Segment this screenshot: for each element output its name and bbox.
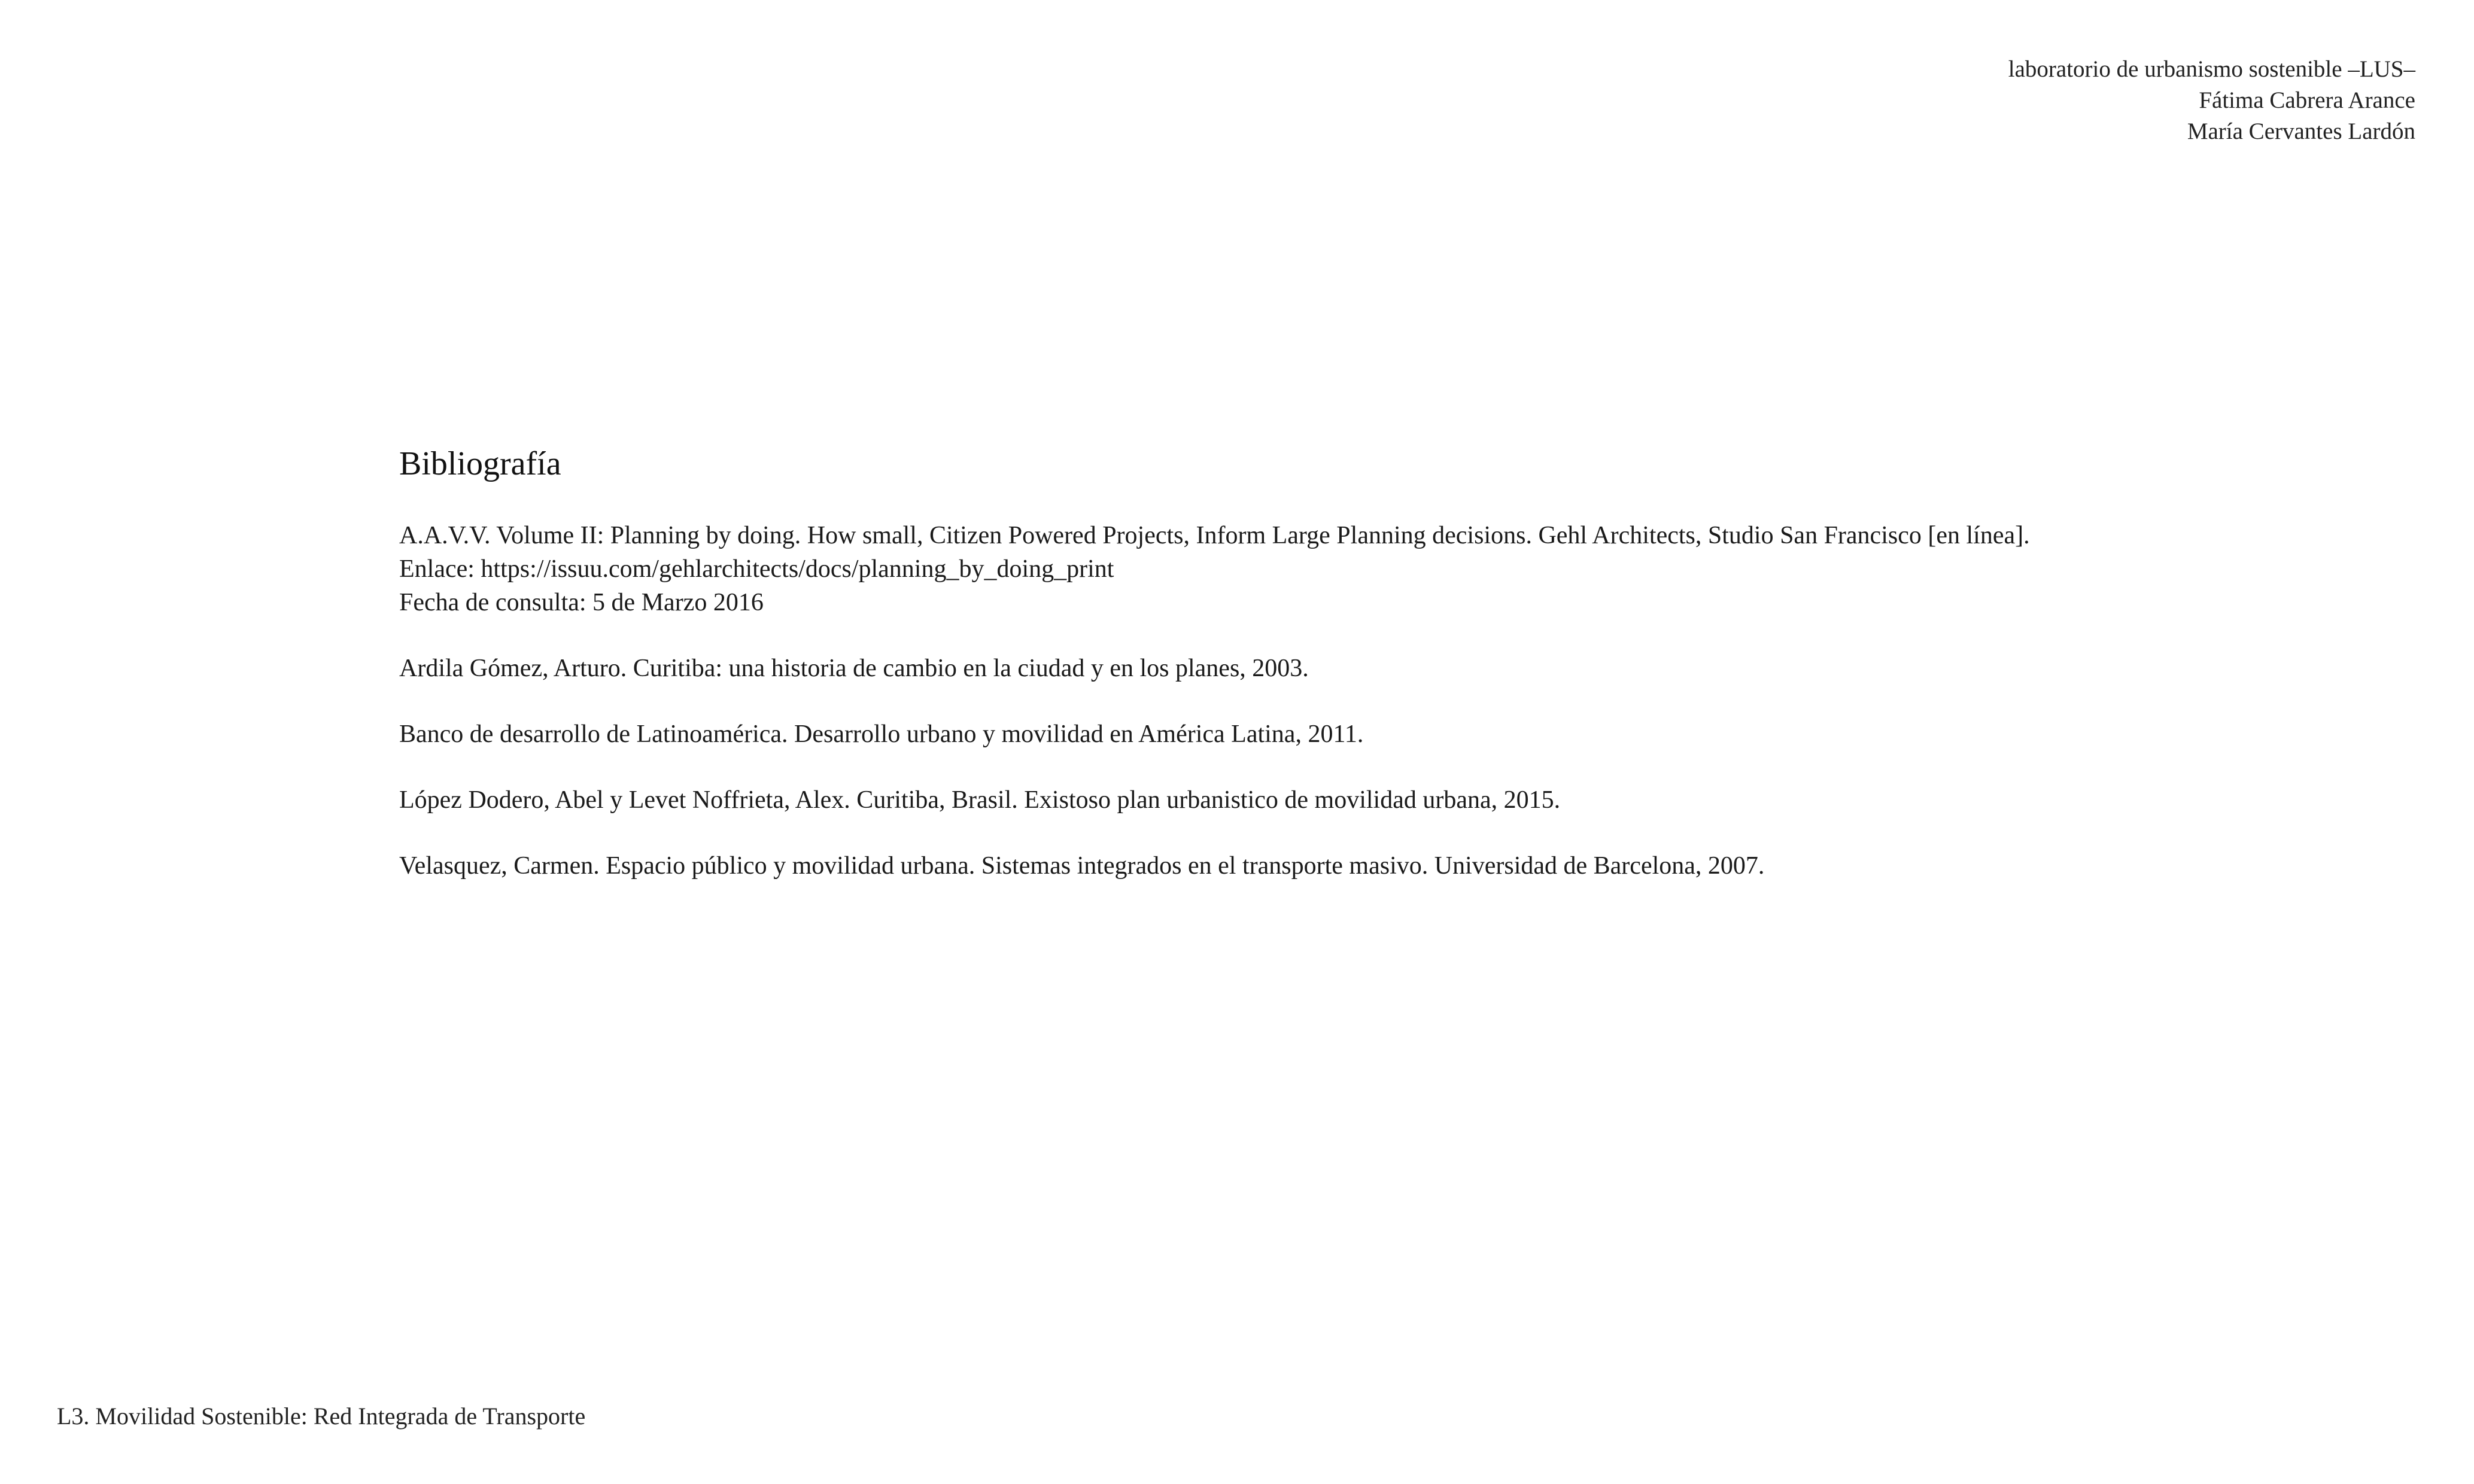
reference-line: Banco de desarrollo de Latinoamérica. Desarrollo urbano y movilidad en América Latina, 2011. [399, 720, 1364, 748]
reference-item [399, 849, 2374, 883]
bibliography-section [399, 440, 2374, 915]
reference-item [399, 717, 2374, 751]
reference-list [399, 519, 2374, 883]
reference-line: A.A.V.V. Volume II: Planning by doing. How small, Citizen Powered Projects, Inform Large Planning decisions. Gehl Architects, Studio San Francisco [en línea]. [399, 522, 2030, 549]
reference-item [399, 783, 2374, 817]
document-header [2008, 54, 2415, 147]
reference-line: Velasquez, Carmen. Espacio público y movilidad urbana. Sistemas integrados en el transporte masivo. Universidad de Barcelona, 2007. [399, 852, 1765, 880]
reference-item [399, 519, 2374, 619]
reference-link[interactable]: Enlace: https://issuu.com/gehlarchitects/docs/planning_by_doing_print [399, 555, 1114, 583]
reference-line: Fecha de consulta: 5 de Marzo 2016 [399, 589, 764, 616]
document-footer: L3. Movilidad Sostenible: Red Integrada de Transporte [57, 1403, 586, 1430]
author-name: María Cervantes Lardón [2187, 118, 2415, 144]
author-name: Fátima Cabrera Arance [2199, 87, 2415, 113]
reference-line: Ardila Gómez, Arturo. Curitiba: una historia de cambio en la ciudad y en los planes, 2003. [399, 655, 1309, 682]
reference-item [399, 652, 2374, 685]
reference-line: López Dodero, Abel y Levet Noffrieta, Alex. Curitiba, Brasil. Existoso plan urbanistico de movilidad urbana, 2015. [399, 786, 1561, 814]
section-title: Bibliografía [399, 445, 561, 482]
lab-name: laboratorio de urbanismo sostenible –LUS– [2008, 56, 2415, 82]
